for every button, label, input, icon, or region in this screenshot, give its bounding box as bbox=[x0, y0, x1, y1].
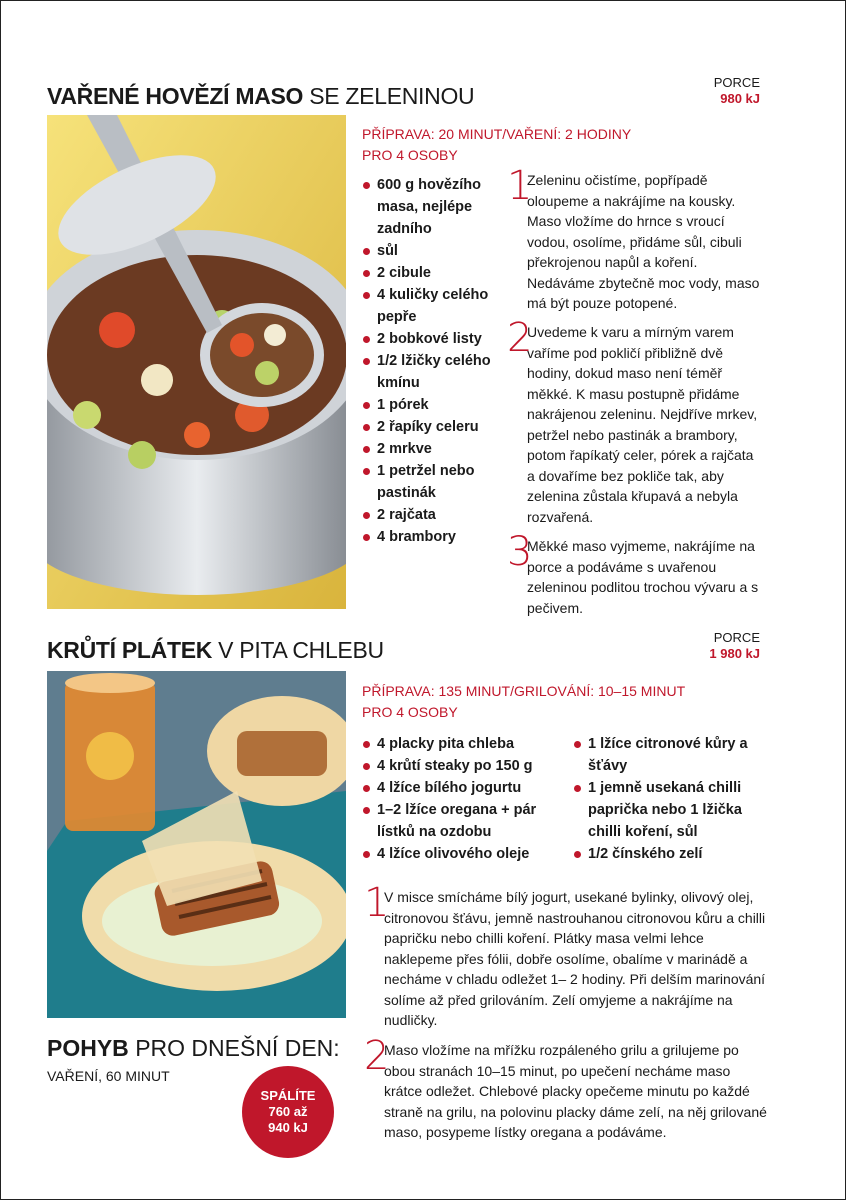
recipe1-porce bbox=[714, 75, 760, 107]
pohyb-activity: VAŘENÍ, 60 MINUT bbox=[47, 1068, 170, 1084]
recipe1-title bbox=[47, 83, 474, 110]
recipe1-title-bold: VAŘENÉ HOVĚZÍ MASO bbox=[47, 83, 304, 109]
recipe2-porce-label: PORCE bbox=[713, 630, 760, 645]
ingredient-item: 1/2 čínského zelí bbox=[574, 843, 769, 865]
recipe1-porce-kj: 980 kJ bbox=[720, 91, 760, 106]
calorie-badge bbox=[242, 1066, 334, 1158]
step-text: Uvedeme k varu a mírným varem vaříme pod pokličí přibližně dvě hodiny, dokud maso není téměř měkké. K masu postupně přidáme nakrájenou zeleninu. Nejdříve mrkev, petržel nebo pastinák a brambory, potom řapíkatý celer, pórek a rajčata a dovaříme bez pokliče tak, aby zelenina zůstala křupavá a nebyla rozvařená. bbox=[527, 324, 758, 525]
recipe2-servings: PRO 4 OSOBY bbox=[362, 704, 458, 720]
badge-line: 940 kJ bbox=[268, 1120, 308, 1135]
ingredient-item: 2 rajčata bbox=[363, 504, 503, 526]
recipe2-porce-kj: 1 980 kJ bbox=[709, 646, 760, 661]
ingredient-item: sůl bbox=[363, 240, 503, 262]
ingredient-item: 4 krůtí steaky po 150 g bbox=[363, 755, 563, 777]
recipe2-title bbox=[47, 637, 384, 664]
step-text: Zeleninu očistíme, popřípadě oloupeme a nakrájíme na kousky. Maso vložíme do hrnce s vroucí vodou, osolíme, přidáme sůl, cibuli překrojenou napůl a koření. Nedáváme zbytečně moc vody, maso má být pouze potopené. bbox=[527, 172, 760, 311]
recipe1-photo bbox=[47, 115, 346, 609]
recipe1-porce-label: PORCE bbox=[713, 75, 760, 90]
ingredient-item: 4 lžíce bílého jogurtu bbox=[363, 777, 563, 799]
recipe1-ingredient-list bbox=[363, 174, 503, 548]
ingredient-item: 4 brambory bbox=[363, 526, 503, 548]
ingredient-item: 1 pórek bbox=[363, 394, 503, 416]
recipe1-step-2 bbox=[507, 315, 765, 527]
recipe2-step-1 bbox=[364, 880, 768, 1031]
step-number: 3 bbox=[507, 529, 533, 575]
recipe2-ingredient-list-2 bbox=[574, 733, 769, 865]
recipe2-prep bbox=[362, 681, 685, 723]
recipe2-title-rest: V PITA CHLEBU bbox=[218, 637, 384, 663]
ingredient-item: 1 petržel nebo pastinák bbox=[363, 460, 503, 504]
ingredient-item: 4 lžíce olivového oleje bbox=[363, 843, 563, 865]
badge-line: 760 až bbox=[268, 1104, 308, 1119]
ingredient-item: 2 bobkové listy bbox=[363, 328, 503, 350]
recipe1-title-rest: SE ZELENINOU bbox=[309, 83, 475, 109]
step-text: Maso vložíme na mřížku rozpáleného grilu a grilujeme po obou stranách 10–15 minut, po upečení necháme maso krátce odležet. Chlebové placky opečeme minutu po každé straně na grilu, na polovinu placky dáme zelí, na něj grilované maso, posypeme lístky oregana a podáváme. bbox=[384, 1042, 767, 1140]
recipe1-prep bbox=[362, 124, 631, 166]
pohyb-bold: POHYB bbox=[47, 1035, 129, 1061]
recipe2-prep-time: PŘÍPRAVA: 135 MINUT/GRILOVÁNÍ: 10–15 MINUT bbox=[362, 683, 686, 699]
step-text: Měkké maso vyjmeme, nakrájíme na porce a podáváme s uvařenou zeleninou podlitou trochou vývaru a s pečivem. bbox=[527, 538, 759, 616]
recipe2-ingredient-list-1 bbox=[363, 733, 563, 865]
recipe1-step-1 bbox=[507, 163, 765, 314]
recipe1-step-3 bbox=[507, 529, 765, 618]
ingredient-item: 2 mrkve bbox=[363, 438, 503, 460]
ingredient-item: 1 jemně usekaná chilli paprička nebo 1 lžička chilli koření, sůl bbox=[574, 777, 769, 843]
step-number: 2 bbox=[507, 315, 533, 361]
step-number: 2 bbox=[364, 1033, 390, 1079]
ingredient-item: 1 lžíce citronové kůry a šťávy bbox=[574, 733, 769, 777]
ingredient-item: 2 cibule bbox=[363, 262, 503, 284]
step-number: 1 bbox=[507, 163, 533, 209]
ingredient-item: 4 placky pita chleba bbox=[363, 733, 563, 755]
recipe2-title-bold: KRŮTÍ PLÁTEK bbox=[47, 637, 213, 663]
ingredient-item: 1–2 lžíce oregana + pár lístků na ozdobu bbox=[363, 799, 563, 843]
turkey-pita-illustration bbox=[47, 671, 346, 1018]
step-number: 1 bbox=[364, 880, 390, 926]
ingredient-item: 1/2 lžičky celého kmínu bbox=[363, 350, 503, 394]
recipe1-prep-time: PŘÍPRAVA: 20 MINUT/VAŘENÍ: 2 HODINY bbox=[362, 126, 632, 142]
recipe2-step-2 bbox=[364, 1033, 768, 1143]
ingredient-item: 2 řapíky celeru bbox=[363, 416, 503, 438]
ingredient-item: 4 kuličky celého pepře bbox=[363, 284, 503, 328]
recipe2-photo bbox=[47, 671, 346, 1018]
pohyb-rest: PRO DNEŠNÍ DEN: bbox=[135, 1035, 340, 1061]
badge-line: SPÁLÍTE bbox=[260, 1088, 316, 1103]
recipe2-porce bbox=[709, 630, 760, 662]
pohyb-heading bbox=[47, 1035, 340, 1062]
recipe1-servings: PRO 4 OSOBY bbox=[362, 147, 458, 163]
beef-stew-pot-illustration bbox=[47, 115, 346, 609]
ingredient-item: 600 g hovězího masa, nejlépe zadního bbox=[363, 174, 503, 240]
step-text: V misce smícháme bílý jogurt, usekané bylinky, olivový olej, citronovou šťávu, jemně nastrouhanou citronovou kůru a chilli papričku nebo chilli koření. Plátky masa velmi lehce naklepeme přes fólii, dobře osolíme, obalíme v marinádě a necháme v chladu odležet 1– 2 hodiny. Při delším marinování solíme až před grilováním. Zelí omyjeme a nakrájíme na nudličky. bbox=[384, 889, 766, 1028]
